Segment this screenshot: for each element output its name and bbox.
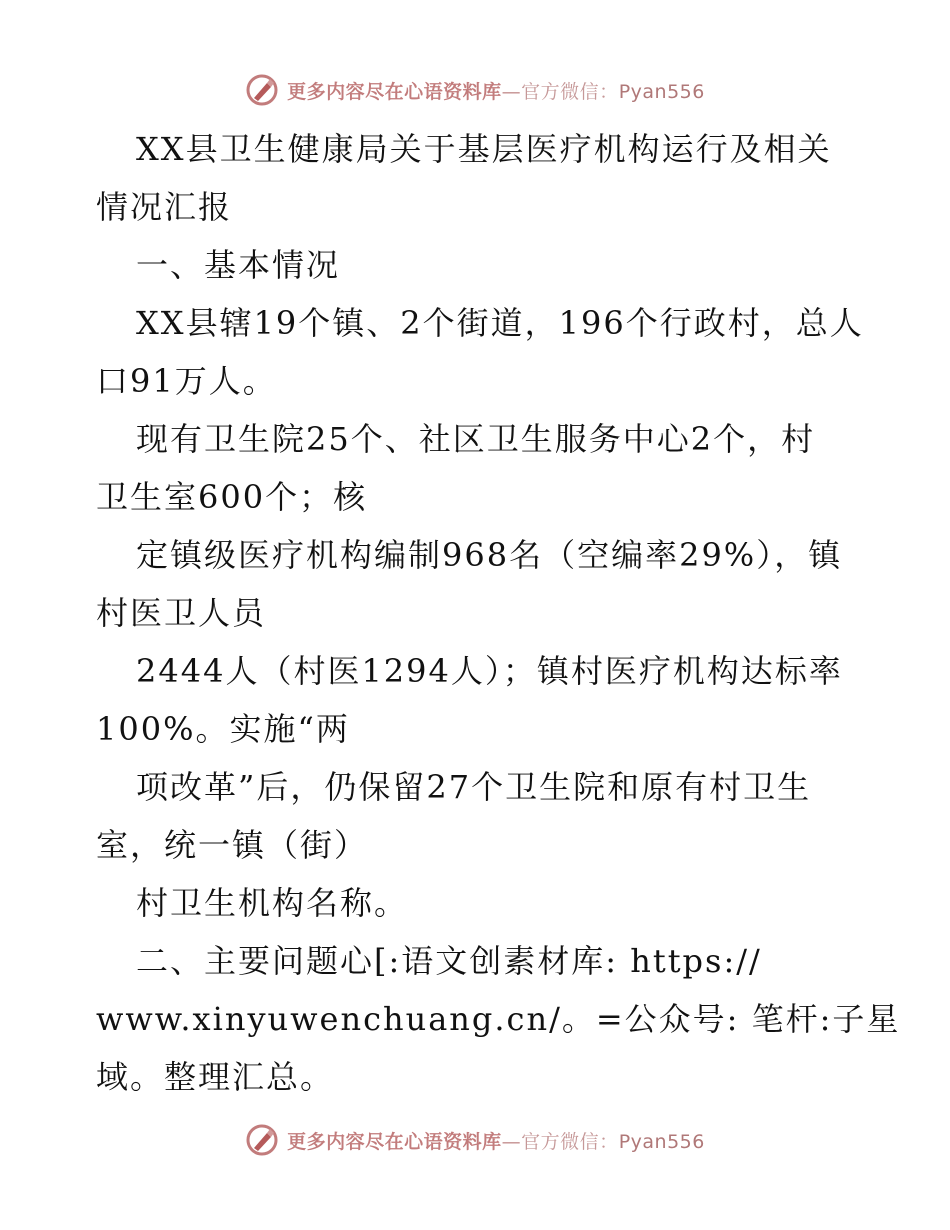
watermark-header (0, 70, 950, 110)
document-body (96, 120, 901, 1106)
pen-logo-icon (245, 73, 279, 107)
watermark-brand: 更多内容尽在心语资料库 (287, 80, 502, 103)
watermark-wechat-id: Pyan556 (618, 1130, 705, 1153)
document-line: 100%。实施“两 (96, 710, 350, 748)
watermark-wechat-id: Pyan556 (618, 80, 705, 103)
document-line: 2444人（村医1294人）；镇村医疗机构达标率 (136, 652, 843, 690)
document-line: XX县卫生健康局关于基层医疗机构运行及相关 (136, 130, 832, 168)
watermark-dash: — (501, 80, 522, 103)
watermark-text (287, 1127, 705, 1154)
watermark-wechat-label: 官方微信： (521, 80, 619, 103)
watermark-dash: — (501, 1130, 522, 1153)
document-line: 卫生室600个；核 (96, 478, 368, 516)
document-line: 项改革”后，仍保留27个卫生院和原有村卫生 (136, 768, 812, 806)
document-line: www.xinyuwenchuang.cn/。=公众号: 笔杆:子星 (96, 1000, 901, 1038)
pen-logo-icon (245, 1123, 279, 1157)
document-line: 二、主要问题心[:语文创素材库: https:// (136, 942, 762, 980)
document-line: 室，统一镇（街） (96, 826, 369, 864)
document-line: 定镇级医疗机构编制968名（空编率29%），镇 (136, 536, 843, 574)
watermark-footer (0, 1120, 950, 1160)
watermark-wechat-label: 官方微信： (521, 1130, 619, 1153)
document-line: 现有卫生院25个、社区卫生服务中心2个，村 (136, 420, 816, 458)
document-line: 村卫生机构名称。 (136, 884, 409, 922)
document-line: 口91万人。 (96, 362, 277, 400)
document-line: XX县辖19个镇、2个街道，196个行政村，总人 (136, 304, 864, 342)
document-line: 域。整理汇总。 (96, 1058, 335, 1096)
document-line: 村医卫人员 (96, 594, 267, 632)
watermark-brand: 更多内容尽在心语资料库 (287, 1130, 502, 1153)
watermark-text (287, 77, 705, 104)
document-line: 一、基本情况 (136, 246, 341, 284)
document-line: 情况汇报 (96, 188, 233, 226)
